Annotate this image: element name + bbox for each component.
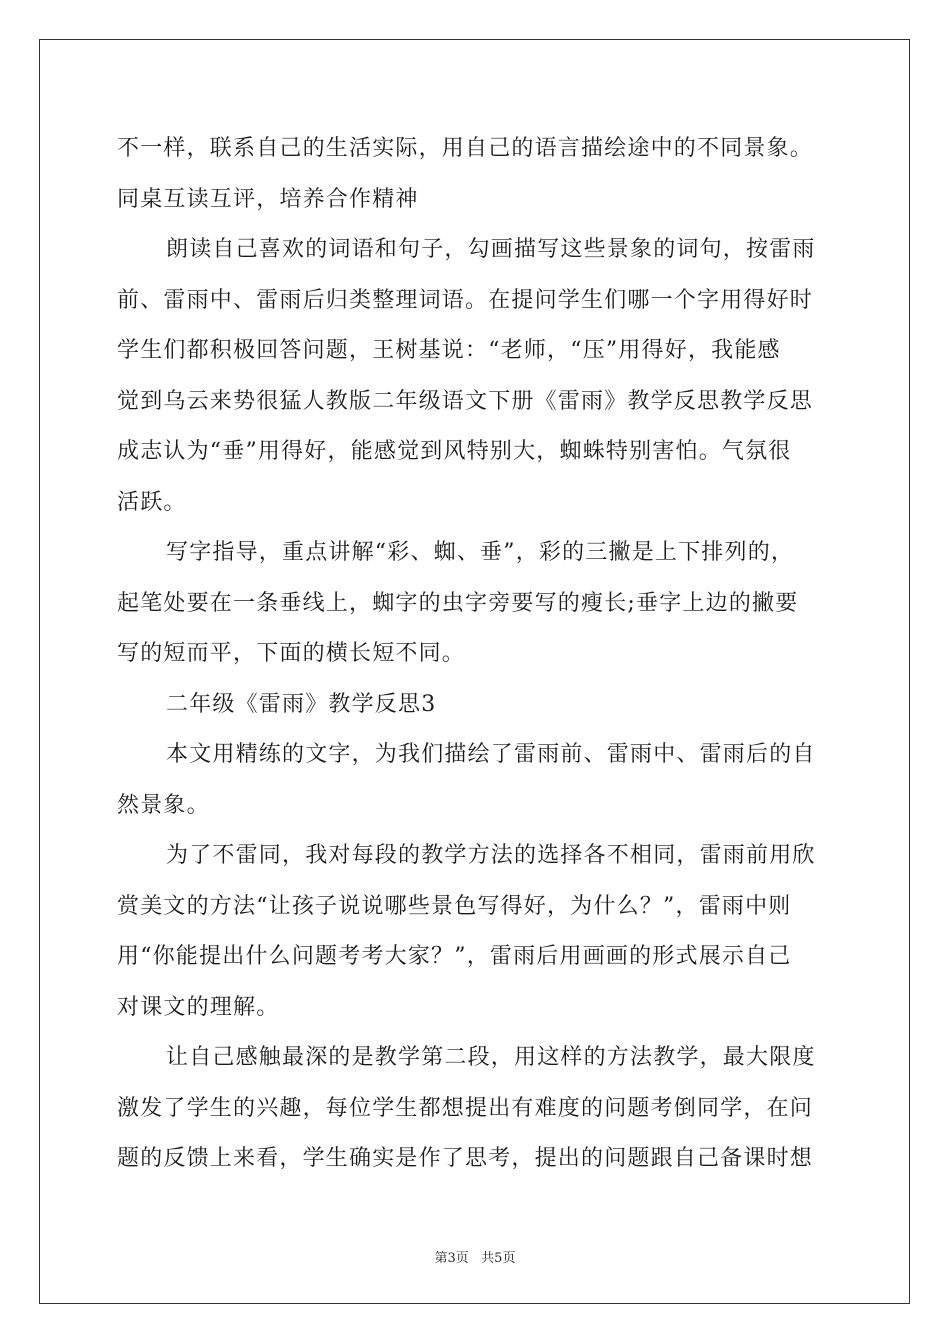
page-number: 第3页 共5页 [434, 1251, 516, 1266]
text-line: 同桌互读互评，培养合作精神 [117, 186, 419, 212]
text-line: 赏美文的方法“让孩子说说哪些景色写得好，为什么？”，雷雨中则 [117, 893, 792, 919]
text-line: 用“你能提出什么问题考考大家？”，雷雨后用画画的形式展示自己 [117, 944, 792, 969]
text-line: 激发了学生的兴趣，每位学生都想提出有难度的问题考倒同学，在问 [117, 1095, 814, 1121]
text-line: 成志认为“垂”用得好，能感觉到风特别大，蜘蛛特别害怕。气氛很 [117, 439, 792, 464]
text-line: 写的短而平，下面的横长短不同。 [117, 641, 466, 666]
text-line: 不一样，联系自己的生活实际，用自己的语言描绘途中的不同景象。 [117, 136, 814, 161]
text-line: 对课文的理解。 [117, 994, 280, 1020]
text-line: 为了不雷同，我对每段的教学方法的选择各不相同，雷雨前用欣 [166, 843, 816, 868]
text-line: 本文用精练的文字，为我们描绘了雷雨前、雷雨中、雷雨后的自 [166, 742, 816, 767]
text-line: 然景象。 [117, 792, 210, 818]
section-heading: 二年级《雷雨》教学反思3 [166, 691, 437, 717]
text-line: 题的反馈上来看，学生确实是作了思考，提出的问题跟自己备课时想 [117, 1146, 814, 1171]
text-line: 朗读自己喜欢的词语和句子，勾画描写这些景象的词句，按雷雨 [166, 237, 816, 262]
text-line: 学生们都积极回答问题，王树基说：“老师，“压”用得好，我能感 [117, 338, 781, 363]
text-line: 前、雷雨中、雷雨后归类整理词语。在提问学生们哪一个字用得好时 [117, 287, 814, 313]
text-line: 活跃。 [117, 489, 187, 515]
document-body [117, 124, 833, 1185]
text-line: 写字指导，重点讲解“彩、蜘、垂”，彩的三撇是上下排列的， [166, 540, 795, 565]
page-footer [0, 1247, 950, 1266]
text-line: 让自己感触最深的是教学第二段，用这样的方法教学，最大限度 [166, 1045, 816, 1070]
text-line: 起笔处要在一条垂线上，蜘字的虫字旁要写的瘦长;垂字上边的撇要 [117, 590, 799, 616]
text-line: 觉到乌云来势很猛人教版二年级语文下册《雷雨》教学反思教学反思 [117, 388, 814, 414]
